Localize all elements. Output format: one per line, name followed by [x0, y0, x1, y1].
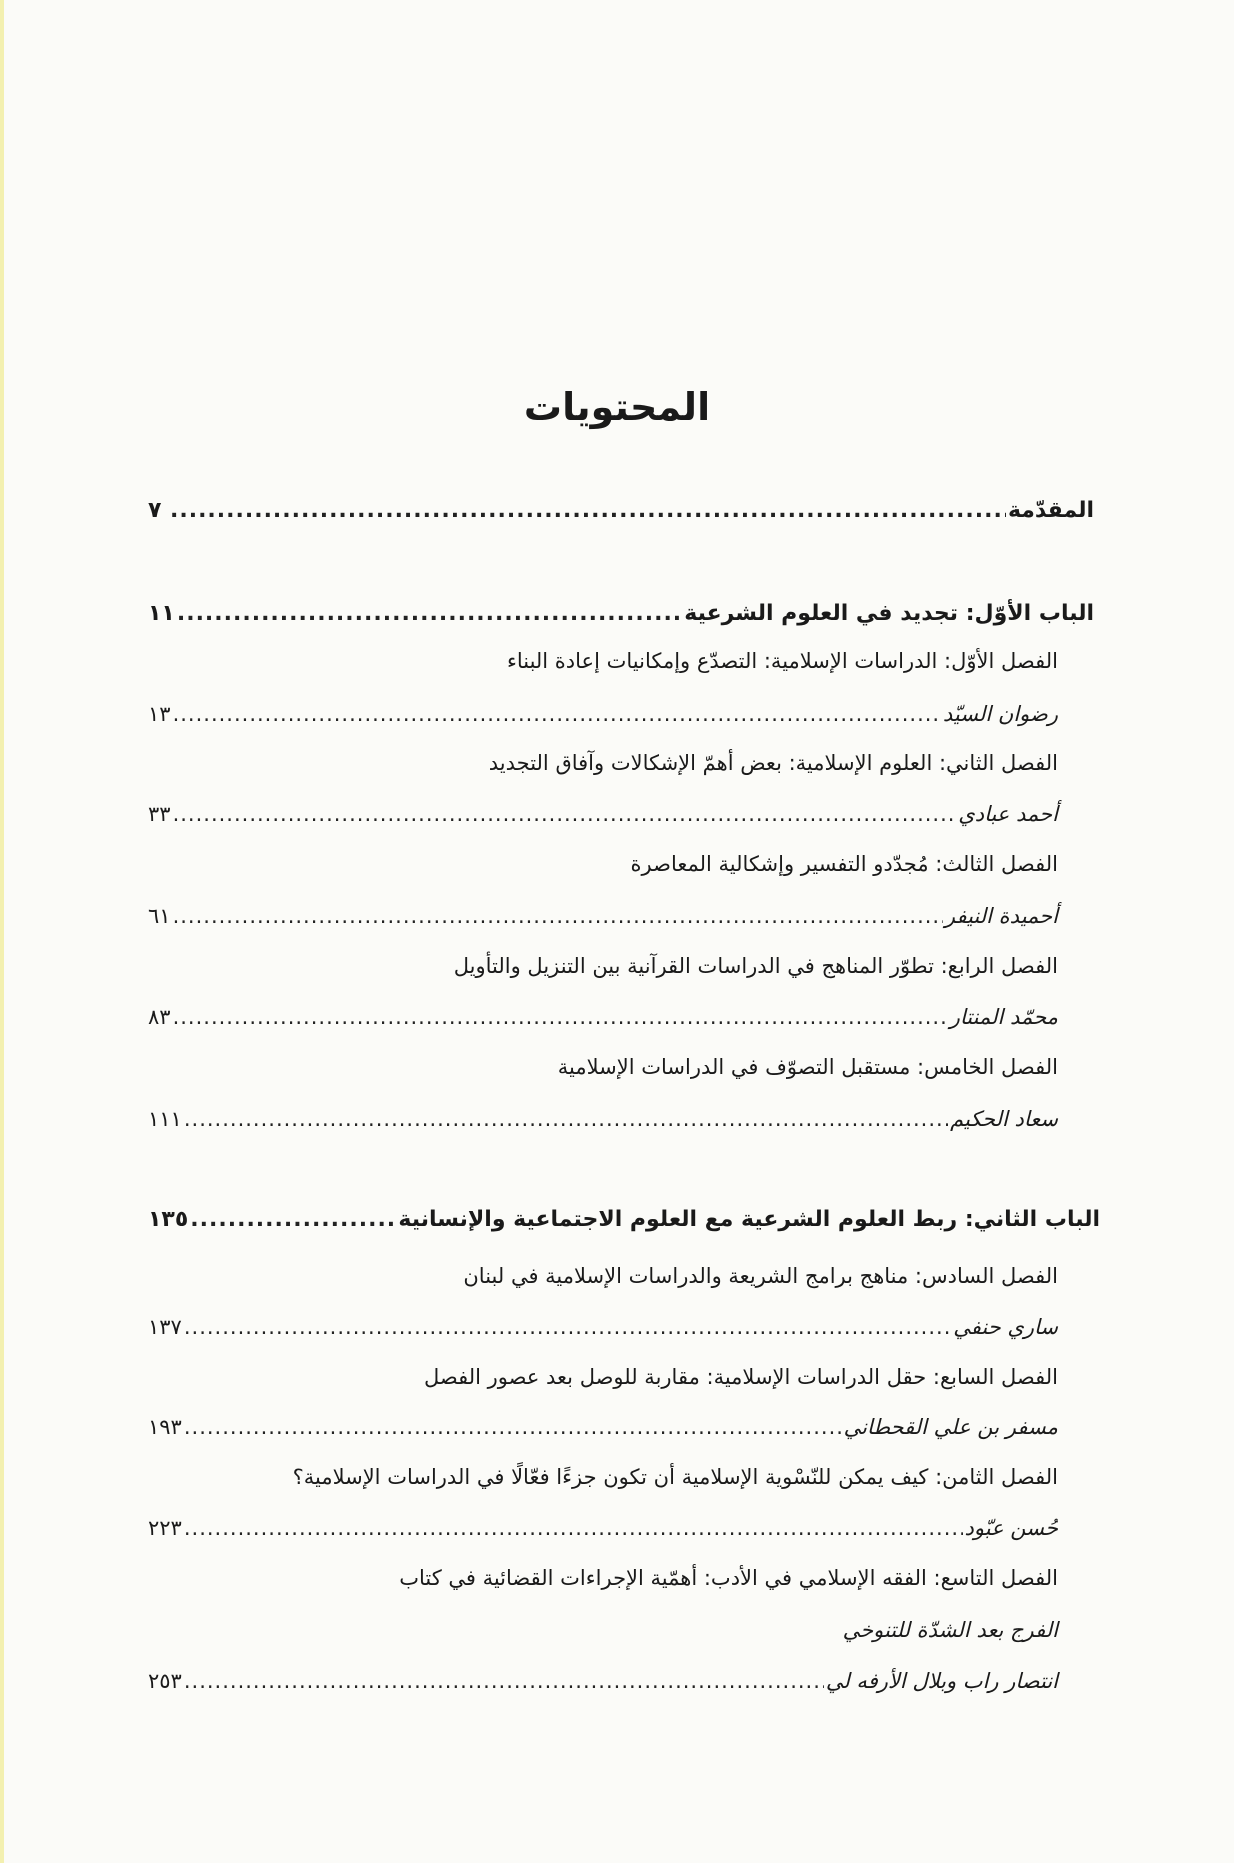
page-number: ١١١	[148, 1107, 182, 1131]
toc-chapter-row	[463, 1261, 1058, 1291]
dot-leader	[177, 599, 682, 629]
toc-entry-text: الفصل الثاني: العلوم الإسلامية: بعض أهمّ الإشكالات وآفاق التجديد	[488, 751, 1058, 775]
dot-leader	[173, 1002, 948, 1032]
page-number: ٢٥٣	[148, 1669, 182, 1693]
page-number: ٧	[148, 498, 162, 523]
page-number: ١٣٧	[148, 1315, 182, 1339]
toc-entry-text: رضوان السيّد	[942, 702, 1058, 726]
toc-part-row	[148, 599, 1094, 629]
toc-entry-text: ساري حنفي	[953, 1315, 1058, 1339]
page-number: ٦١	[148, 904, 171, 928]
page-number: ١٣	[148, 702, 171, 726]
dot-leader	[184, 1104, 948, 1134]
toc-author-row	[148, 1002, 1058, 1032]
toc-entry-text: سعاد الحكيم	[950, 1107, 1058, 1131]
toc-entry-text: الفصل السابع: حقل الدراسات الإسلامية: مقاربة للوصل بعد عصور الفصل	[423, 1365, 1058, 1389]
toc-chapter-row	[424, 1362, 1058, 1392]
page-number: ٨٣	[148, 1005, 171, 1029]
toc-author-row	[148, 1513, 1058, 1543]
toc-entry-text: الفصل الثالث: مُجدّدو التفسير وإشكالية المعاصرة	[630, 852, 1058, 876]
toc-entry-text: مسفر بن علي القحطاني	[843, 1415, 1058, 1439]
dot-leader	[184, 1666, 824, 1696]
toc-author-row	[148, 1104, 1058, 1134]
dot-leader	[173, 799, 957, 829]
page-edge	[0, 0, 4, 1863]
toc-chapter-row	[399, 1563, 1058, 1593]
toc-entry-text: انتصار راب وبلال الأرفه لي	[825, 1669, 1058, 1693]
toc-entry-text: الفصل التاسع: الفقه الإسلامي في الأدب: أهمّية الإجراءات القضائية في كتاب	[399, 1566, 1058, 1590]
toc-author-row	[843, 1615, 1058, 1645]
toc-entry-text: محمّد المنتار	[949, 1005, 1058, 1029]
toc-entry-text: الفصل السادس: مناهج برامج الشريعة والدراسات الإسلامية في لبنان	[463, 1264, 1058, 1288]
toc-chapter-row	[489, 748, 1058, 778]
toc-part-row	[148, 1205, 1100, 1235]
toc-entry-text: المقدّمة	[1007, 498, 1094, 523]
page-number: ١٩٣	[148, 1415, 182, 1439]
toc-entry-text: الفرج بعد الشدّة للتنوخي	[842, 1618, 1058, 1642]
toc-chapter-row	[558, 1052, 1058, 1082]
dot-leader	[190, 1205, 396, 1235]
toc-entry-text: الفصل الأوّل: الدراسات الإسلامية: التصدّع وإمكانيات إعادة البناء	[506, 649, 1058, 673]
toc-entry-text: الفصل الرابع: تطوّر المناهج في الدراسات القرآنية بين التنزيل والتأويل	[453, 954, 1058, 978]
page-number: ١١	[148, 601, 175, 626]
toc-author-row	[148, 1312, 1058, 1342]
toc-author-row	[148, 901, 1058, 931]
dot-leader	[173, 901, 943, 931]
toc-chapter-row	[293, 1462, 1058, 1492]
toc-part-row	[148, 496, 1094, 526]
toc-entry-text: الفصل الخامس: مستقبل التصوّف في الدراسات الإسلامية	[557, 1055, 1058, 1079]
page-number: ٢٢٣	[148, 1516, 182, 1540]
toc-entry-text: أحميدة النيفر	[944, 904, 1058, 928]
dot-leader	[184, 1312, 951, 1342]
toc-author-row	[148, 799, 1058, 829]
dot-leader	[173, 699, 941, 729]
toc-author-row	[148, 1666, 1058, 1696]
toc-chapter-row	[631, 849, 1058, 879]
page-title: المحتويات	[523, 385, 711, 429]
toc-entry-text: الباب الأوّل: تجديد في العلوم الشرعية	[684, 601, 1094, 626]
page-number: ٣٣	[148, 802, 171, 826]
dot-leader	[184, 1412, 842, 1442]
toc-author-row	[148, 1412, 1058, 1442]
toc-chapter-row	[454, 951, 1058, 981]
toc-entry-text: الباب الثاني: ربط العلوم الشرعية مع العلوم الاجتماعية والإنسانية	[398, 1207, 1100, 1232]
dot-leader	[170, 496, 1006, 526]
toc-entry-text: الفصل الثامن: كيف يمكن للنّسْوية الإسلامية أن تكون جزءًا فعّالًا في الدراسات الإسلامية؟	[292, 1465, 1058, 1489]
toc-entry-text: حُسن عبّود	[964, 1516, 1058, 1540]
page-number: ١٣٥	[148, 1207, 189, 1232]
toc-author-row	[148, 699, 1058, 729]
toc-chapter-row	[507, 646, 1058, 676]
toc-entry-text: أحمد عبادي	[958, 802, 1058, 826]
dot-leader	[184, 1513, 963, 1543]
